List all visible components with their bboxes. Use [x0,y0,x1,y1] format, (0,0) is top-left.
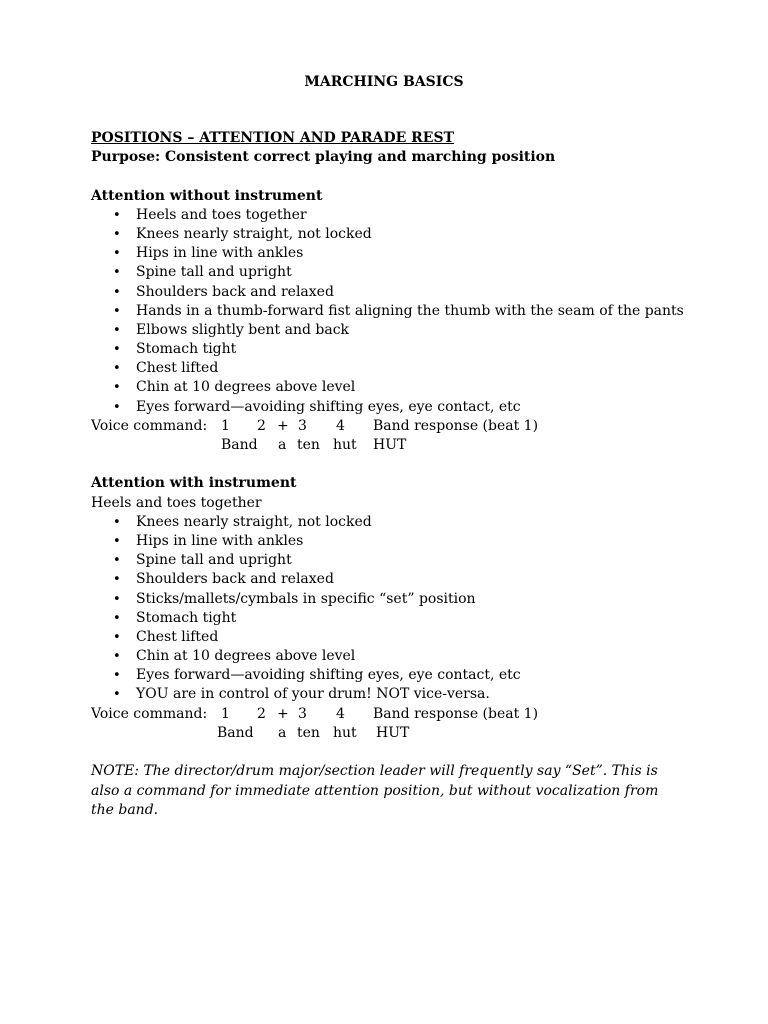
bullet-icon: • [113,668,121,684]
list-item-text: Chin at 10 degrees above level [136,379,356,396]
list-item-text: Heels and toes together [136,206,307,223]
bullet-list-with-instrument [91,513,751,705]
list-item [91,302,751,321]
voice-command-counts [91,705,751,724]
bullet-icon: • [113,514,121,530]
list-item [91,513,751,532]
list-item [91,570,751,589]
bullet-icon: • [113,687,121,703]
count-4: 4 [336,417,345,434]
list-item-text: Stomach tight [136,341,237,358]
spacer [91,167,751,186]
band-response-label: Band response (beat 1) [373,705,539,722]
word-ten: ten [297,724,320,741]
list-item-text: Chin at 10 degrees above level [136,648,356,665]
bullet-icon: • [113,284,121,300]
bullet-icon: • [113,342,121,358]
bullet-icon: • [113,303,121,319]
bullet-icon: • [113,265,121,281]
first-line-text: Heels and toes together [91,494,262,511]
list-item [91,398,751,417]
count-4: 4 [336,705,345,722]
word-a: a [278,437,287,453]
bullet-icon: • [113,399,121,415]
band-response-label: Band response (beat 1) [373,417,539,434]
list-item-text: Shoulders back and relaxed [136,283,334,300]
list-item [91,321,751,340]
list-item-text: Spine tall and upright [136,264,292,281]
list-item [91,206,751,225]
list-item [91,359,751,378]
word-hut-response: HUT [376,724,410,741]
list-item [91,378,751,397]
list-item-text: YOU are in control of your drum! NOT vice-versa. [136,686,490,703]
bullet-icon: • [113,226,121,242]
list-item [91,590,751,609]
list-item [91,532,751,551]
list-item-text: Hips in line with ankles [136,245,304,262]
word-band: Band [217,724,254,741]
bullet-icon: • [113,246,121,262]
list-item-text: Spine tall and upright [136,552,292,569]
count-1: 1 [221,417,230,434]
list-item-text: Eyes forward—avoiding shifting eyes, eye contact, etc [136,398,521,415]
word-hut: hut [333,724,357,741]
list-item-text: Sticks/mallets/cymbals in specific “set” position [136,590,476,607]
voice-command-label: Voice command: [91,417,208,434]
list-item-text: Chest lifted [136,628,219,645]
count-2: 2 [257,705,266,722]
list-item [91,647,751,666]
list-item-text: Shoulders back and relaxed [136,571,334,588]
bullet-icon: • [113,322,121,338]
list-item-text: Hands in a thumb-forward fist aligning the thumb with the seam of the pants [136,302,684,319]
word-ten: ten [297,437,320,453]
note-paragraph: NOTE: The director/drum major/section leader will frequently say “Set”. This is also a command for immediate attention position, but without vocalization from the band. [91,763,659,819]
list-item-text: Knees nearly straight, not locked [136,225,372,242]
list-item [91,263,751,282]
section-heading: POSITIONS – ATTENTION AND PARADE REST [91,130,454,146]
voice-command-words [91,436,751,455]
spacer [91,743,751,762]
subsection-heading-with-instrument: Attention with instrument [91,475,297,492]
subsection-heading-without-instrument: Attention without instrument [91,187,323,204]
word-band: Band [221,437,258,453]
voice-command-label: Voice command: [91,705,208,722]
list-item [91,225,751,244]
bullet-icon: • [113,207,121,223]
list-item-text: Chest lifted [136,360,219,377]
list-item [91,628,751,647]
bullet-icon: • [113,649,121,665]
purpose-statement: Purpose: Consistent correct playing and marching position [91,149,556,166]
list-item [91,283,751,302]
list-item-text: Stomach tight [136,609,237,626]
bullet-icon: • [113,533,121,549]
document-title: MARCHING BASICS [304,74,464,90]
list-item-text: Eyes forward—avoiding shifting eyes, eye contact, etc [136,667,521,684]
count-2: 2 [257,417,266,434]
list-item [91,609,751,628]
count-3: 3 [298,417,307,434]
document-body [91,129,751,821]
bullet-icon: • [113,591,121,607]
word-hut: hut [333,437,357,453]
count-and: + [277,705,289,722]
list-item-text: Hips in line with ankles [136,532,304,549]
bullet-icon: • [113,553,121,569]
bullet-icon: • [113,572,121,588]
list-item-text: Knees nearly straight, not locked [136,513,372,530]
word-hut-response: HUT [373,437,407,453]
count-1: 1 [221,705,230,722]
list-item [91,340,751,359]
word-a: a [278,724,287,741]
bullet-list-without-instrument [91,206,751,417]
list-item [91,685,751,704]
bullet-icon: • [113,629,121,645]
bullet-icon: • [113,380,121,396]
count-3: 3 [298,705,307,722]
list-item [91,244,751,263]
count-and: + [277,417,289,434]
bullet-icon: • [113,610,121,626]
list-item-text: Elbows slightly bent and back [136,321,350,338]
voice-command-counts [91,417,751,436]
bullet-icon: • [113,361,121,377]
spacer [91,455,751,474]
list-item [91,551,751,570]
voice-command-words [91,724,751,743]
list-item [91,666,751,685]
